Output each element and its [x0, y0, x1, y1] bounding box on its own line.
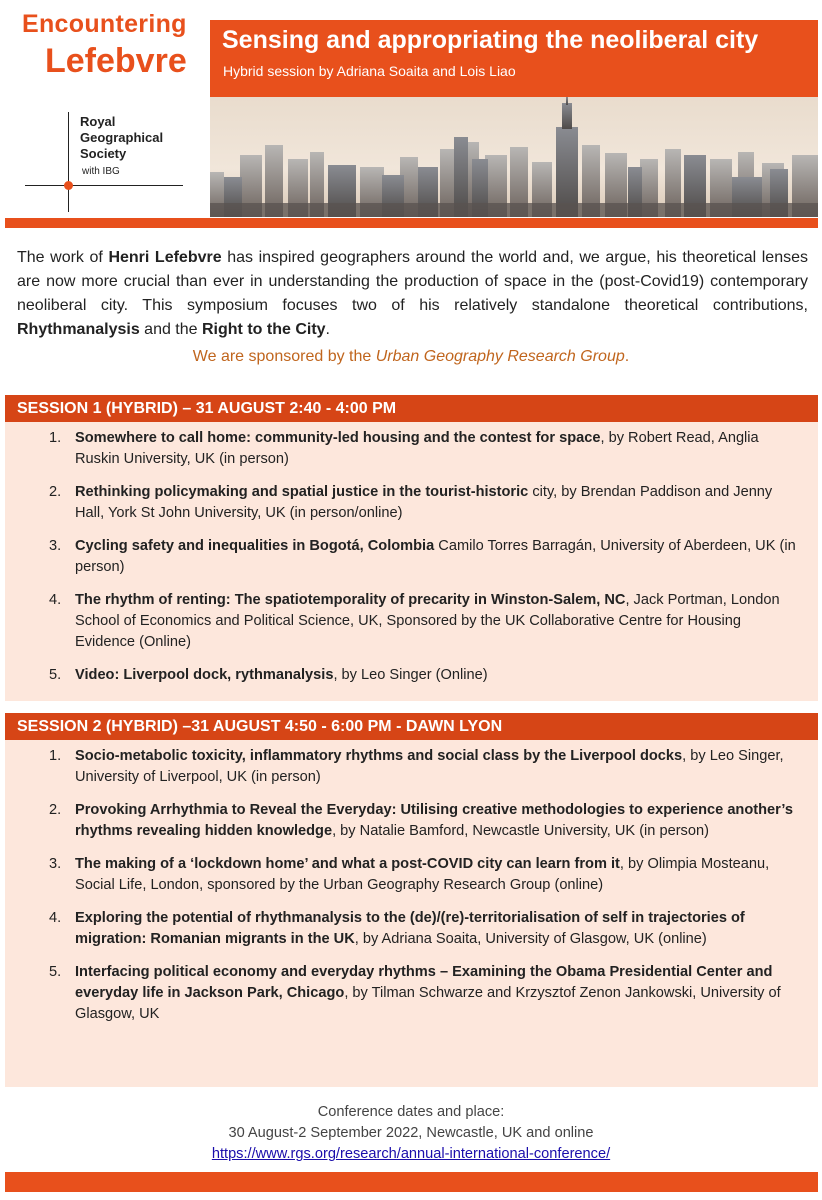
talk-details: , by Adriana Soaita, University of Glasgow, UK (online): [354, 931, 707, 947]
talk-title: Interfacing political economy and everyday rhythms – Examining the Obama Presidential Center and everyday life in Jackson Park, Chicago: [75, 964, 773, 1001]
intro-right-to-the-city: Right to the City: [202, 321, 326, 338]
list-item: [5, 746, 818, 788]
talk-details: city, by Brendan Paddison and Jenny Hall, York St John University, UK (in person/online): [75, 484, 773, 521]
talk-details: , by Leo Singer, University of Liverpool, UK (in person): [75, 748, 784, 785]
intro-henri-lefebvre: Henri Lefebvre: [108, 249, 222, 266]
rgs-logo-horizontal-line: [25, 185, 183, 186]
talk-title: Cycling safety and inequalities in Bogotá, Colombia: [75, 538, 435, 554]
talk-number: 5.: [49, 964, 62, 980]
list-item: [5, 908, 818, 950]
orange-divider-bottom: [5, 1172, 818, 1192]
list-item: [5, 854, 818, 896]
brand-title-line2: Lefebvre: [45, 42, 187, 80]
list-item: [5, 962, 818, 1025]
sponsor-suffix: .: [624, 348, 630, 365]
header-banner: [210, 20, 818, 97]
rgs-line3: Society: [80, 146, 127, 161]
talk-number: 2.: [49, 484, 62, 500]
talk-details: , by Leo Singer (Online): [333, 667, 488, 683]
rgs-logo-dot: [64, 181, 73, 190]
page-subtitle: Hybrid session by Adriana Soaita and Lois Liao: [223, 63, 516, 79]
rgs-line1: Royal: [80, 114, 116, 129]
session-1-heading: SESSION 1 (HYBRID) – 31 AUGUST 2:40 - 4:00 PM: [5, 395, 818, 422]
intro-paragraph: [17, 246, 808, 342]
talk-number: 1.: [49, 430, 62, 446]
session-2-talk-list: [5, 746, 818, 1025]
sponsor-line: [0, 348, 822, 366]
brand-title-line1: Encountering: [22, 10, 187, 38]
intro-text-4: .: [325, 321, 330, 338]
list-item: [5, 665, 818, 686]
sponsor-name: Urban Geography Research Group: [375, 348, 625, 365]
rgs-logo: [80, 114, 163, 162]
list-item: [5, 800, 818, 842]
list-item: [5, 428, 818, 470]
rgs-line2: Geographical: [80, 130, 164, 145]
brand-block: [0, 0, 205, 220]
session-1: [5, 395, 818, 701]
conference-link[interactable]: https://www.rgs.org/research/annual-international-conference/: [211, 1146, 611, 1162]
conference-info: [0, 1102, 822, 1165]
session-1-talk-list: [5, 428, 818, 686]
talk-details: , by Tilman Schwarze and Krzysztof Zenon Jankowski, University of Glasgow, UK: [75, 985, 781, 1022]
talk-title: Video: Liverpool dock, rythmanalysis: [75, 667, 334, 683]
talk-title: Rethinking policymaking and spatial justice in the tourist-historic: [75, 484, 529, 500]
intro-text-2: has inspired geographers around the world and, we argue, his theoretical lenses are now more crucial than ever in understanding the production of space in the (post-Covid19) contemporary neoliberal city. This symposium focuses two of his relatively standalone theoretical contributions,: [17, 249, 808, 314]
page-title: Sensing and appropriating the neoliberal city: [222, 26, 759, 54]
talk-title: Provoking Arrhythmia to Reveal the Everyday: Utilising creative methodologies to experience another’s rhythms revealing hidden knowledge: [75, 802, 794, 839]
session-2: [5, 713, 818, 1087]
talk-details: Camilo Torres Barragán, University of Aberdeen, UK (in person): [75, 538, 796, 575]
talk-title: Socio-metabolic toxicity, inflammatory rhythms and social class by the Liverpool docks: [75, 748, 683, 764]
conference-dates: 30 August-2 September 2022, Newcastle, UK and online: [228, 1125, 594, 1141]
talk-details: , by Natalie Bamford, Newcastle University, UK (in person): [332, 823, 709, 839]
talk-details: , by Olimpia Mosteanu, Social Life, London, sponsored by the Urban Geography Research Group (online): [75, 856, 770, 893]
rgs-ibg: with IBG: [82, 166, 120, 177]
intro-text-3: and the: [139, 321, 202, 338]
talk-number: 4.: [49, 592, 62, 608]
intro-rhythmanalysis: Rhythmanalysis: [17, 321, 140, 338]
talk-title: The making of a ‘lockdown home’ and what a post-COVID city can learn from it: [75, 856, 620, 872]
conference-label: Conference dates and place:: [317, 1104, 505, 1120]
talk-number: 3.: [49, 856, 62, 872]
talk-number: 3.: [49, 538, 62, 554]
talk-number: 2.: [49, 802, 62, 818]
talk-number: 4.: [49, 910, 62, 926]
rgs-logo-vertical-line: [68, 112, 69, 212]
city-skyline-image: [210, 97, 818, 217]
orange-divider-top: [5, 218, 818, 228]
list-item: [5, 590, 818, 653]
talk-details: , by Robert Read, Anglia Ruskin University, UK (in person): [75, 430, 759, 467]
list-item: [5, 482, 818, 524]
sponsor-prefix: We are sponsored by the: [192, 348, 376, 365]
talk-number: 5.: [49, 667, 62, 683]
session-2-heading: SESSION 2 (HYBRID) –31 AUGUST 4:50 - 6:00 PM - DAWN LYON: [5, 713, 818, 740]
talk-number: 1.: [49, 748, 62, 764]
talk-title: Somewhere to call home: community-led housing and the contest for space: [75, 430, 601, 446]
skyline-illustration: [210, 97, 818, 217]
talk-details: , Jack Portman, London School of Economics and Political Science, UK, Sponsored by the UK Collaborative Centre for Housing Evidence (Online): [75, 592, 780, 650]
intro-text-1: The work of: [17, 249, 109, 266]
talk-title: Exploring the potential of rhythmanalysis to the (de)/(re)-territorialisation of self in trajectories of migration: Romanian migrants in the UK: [75, 910, 745, 947]
talk-title: The rhythm of renting: The spatiotemporality of precarity in Winston-Salem, NC: [75, 592, 626, 608]
list-item: [5, 536, 818, 578]
